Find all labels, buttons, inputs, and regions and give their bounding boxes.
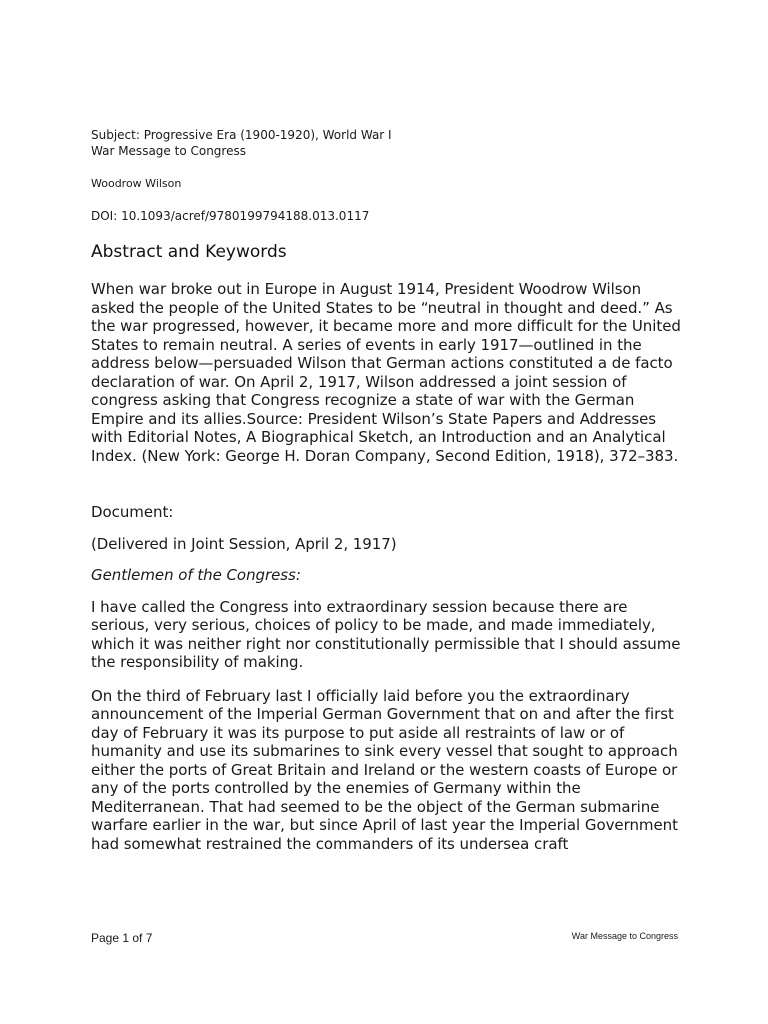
doi-line: DOI: 10.1093/acref/9780199794188.013.0117 [91,209,370,223]
author-name: Woodrow Wilson [91,177,182,190]
body-paragraph: I have called the Congress into extraordinary session because there are serious, very serious, choices of policy to be made, and made immediately, which it was neither right nor constitutionally permissible that I should assume the responsibility of making. [91,597,681,671]
running-title: War Message to Congress [571,931,678,941]
salutation: Gentlemen of the Congress: [91,566,301,584]
document-label: Document: [91,503,174,521]
abstract-text: When war broke out in Europe in August 1914, President Woodrow Wilson asked the people of the United States to be “neutral in thought and deed.” As the war progressed, however, it became more and more difficult for the United States to remain neutral. A series of events in early 1917—outlined in the address below—persuaded Wilson that German actions constituted a de facto declaration of war. On April 2, 1917, Wilson addressed a joint session of congress asking that Congress recognize a state of war with the German Empire and its allies.Source: President Wilson’s State Papers and Addresses with Editorial Notes, A Biographical Sketch, an Introduction and an Analytical Index. (New York: George H. Doran Company, Second Edition, 1918), 372–383. [91,280,681,465]
page-number: Page 1 of 7 [91,931,153,945]
delivery-note: (Delivered in Joint Session, April 2, 1917) [91,534,397,553]
page-content [91,127,681,853]
body-paragraph: On the third of February last I officially laid before you the extraordinary announcement of the Imperial German Government that on and after the first day of February it was its purpose to put aside all restraints of law or of humanity and use its submarines to sink every vessel that sought to approach either the ports of Great Britain and Ireland or the western coasts of Europe or any of the ports controlled by the enemies of Germany within the Mediterranean. That had seemed to be the object of the German submarine warfare earlier in the war, but since April of last year the Imperial Government had somewhat restrained the commanders of its undersea craft [91,686,678,853]
document-title: War Message to Congress [91,144,246,158]
abstract-heading: Abstract and Keywords [91,242,287,262]
subject-line: Subject: Progressive Era (1900-1920), World War I [91,128,392,142]
